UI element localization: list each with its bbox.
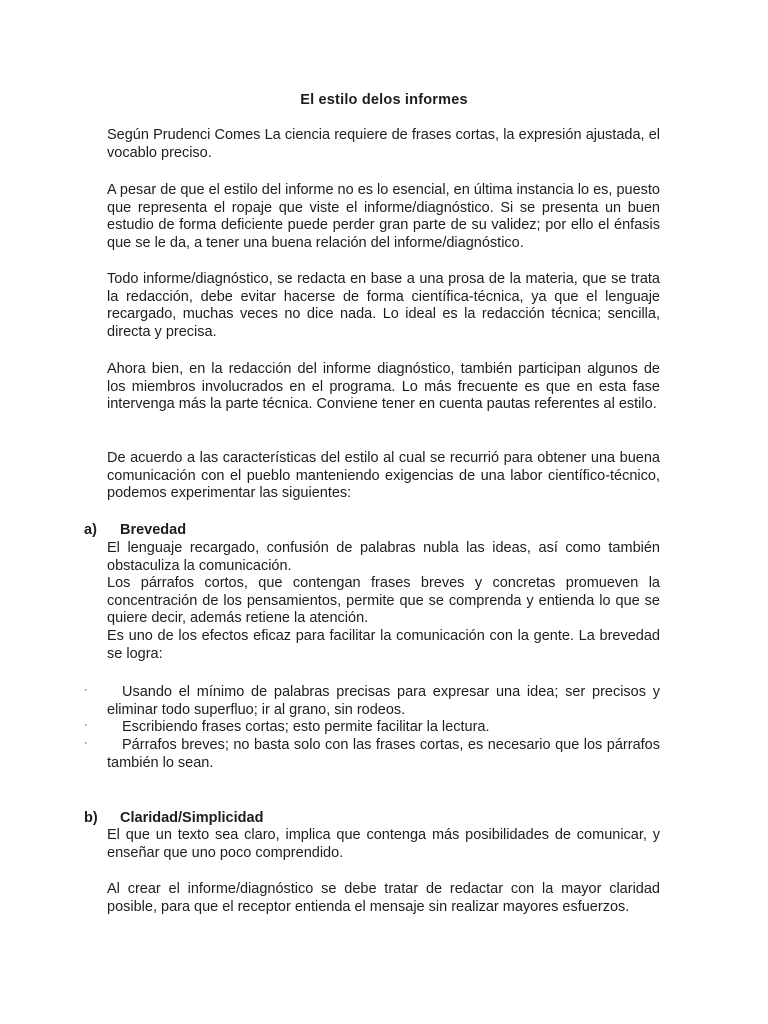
intro-paragraph-4: Ahora bien, en la redacción del informe diagnóstico, también participan algunos de los miembros involucrados en el programa. Lo más frecuente es que en esta fase intervenga más la parte técnica. Conviene tener en cuenta pautas referentes al estilo. [107, 361, 660, 413]
bullet-item [84, 719, 660, 737]
section-a-letter: a) [84, 522, 97, 538]
section-a-title: Brevedad [120, 522, 187, 538]
intro-paragraph-3: Todo informe/diagnóstico, se redacta en base a una prosa de la materia, que se trata la redacción, debe evitar hacerse de forma científica-técnica, ya que el lenguaje recargado, muchas veces no dice nada. Lo ideal es la redacción técnica; sencilla, directa y precisa. [107, 271, 660, 340]
bullet-dot-icon: · [84, 719, 88, 731]
section-b-paragraph-2: Al crear el informe/diagnóstico se debe tratar de redactar con la mayor claridad posible, para que el receptor entienda el mensaje sin realizar mayores esfuerzos. [107, 881, 660, 915]
section-a-paragraph-2: Los párrafos cortos, que contengan frases breves y concretas promueven la concentración de los pensamientos, permite que se comprenda y entienda lo que se quiere decir, además retiene la atención. [107, 575, 660, 627]
bullet-text: Usando el mínimo de palabras precisas para expresar una idea; ser precisos y eliminar todo superfluo; ir al grano, sin rodeos. [107, 684, 660, 718]
document-title: El estilo delos informes [300, 92, 468, 108]
bullet-dot-icon: · [84, 737, 88, 749]
section-b-letter: b) [84, 810, 98, 826]
section-b-heading [84, 809, 263, 827]
section-a-paragraph-1: El lenguaje recargado, confusión de palabras nubla las ideas, así como también obstaculiza la comunicación. [107, 540, 660, 574]
intro-paragraph-5: De acuerdo a las características del estilo al cual se recurrió para obtener una buena comunicación con el pueblo manteniendo exigencias de una labor científico-técnico, podemos experimentar las siguientes: [107, 450, 660, 502]
bullet-text: Escribiendo frases cortas; esto permite facilitar la lectura. [122, 719, 490, 735]
section-b-paragraph-1: El que un texto sea claro, implica que contenga más posibilidades de comunicar, y enseñar que uno poco comprendido. [107, 827, 660, 861]
bullet-dot-icon: · [84, 684, 88, 696]
intro-paragraph-1: Según Prudenci Comes La ciencia requiere de frases cortas, la expresión ajustada, el vocablo preciso. [107, 127, 660, 161]
section-b-title: Claridad/Simplicidad [120, 810, 264, 826]
intro-paragraph-2: A pesar de que el estilo del informe no es lo esencial, en última instancia lo es, puesto que representa el ropaje que viste el informe/diagnóstico. Si se presenta un buen estudio de forma deficiente puede perder gran parte de su validez; por ello el énfasis que se le da, a tener una buena relación del informe/diagnóstico. [107, 182, 660, 251]
section-a-paragraph-3: Es uno de los efectos eficaz para facilitar la comunicación con la gente. La brevedad se logra: [107, 628, 660, 662]
section-a-heading [84, 521, 186, 539]
bullet-item [84, 737, 660, 772]
bullet-item [84, 684, 660, 719]
bullet-text: Párrafos breves; no basta solo con las frases cortas, es necesario que los párrafos también lo sean. [107, 737, 660, 771]
